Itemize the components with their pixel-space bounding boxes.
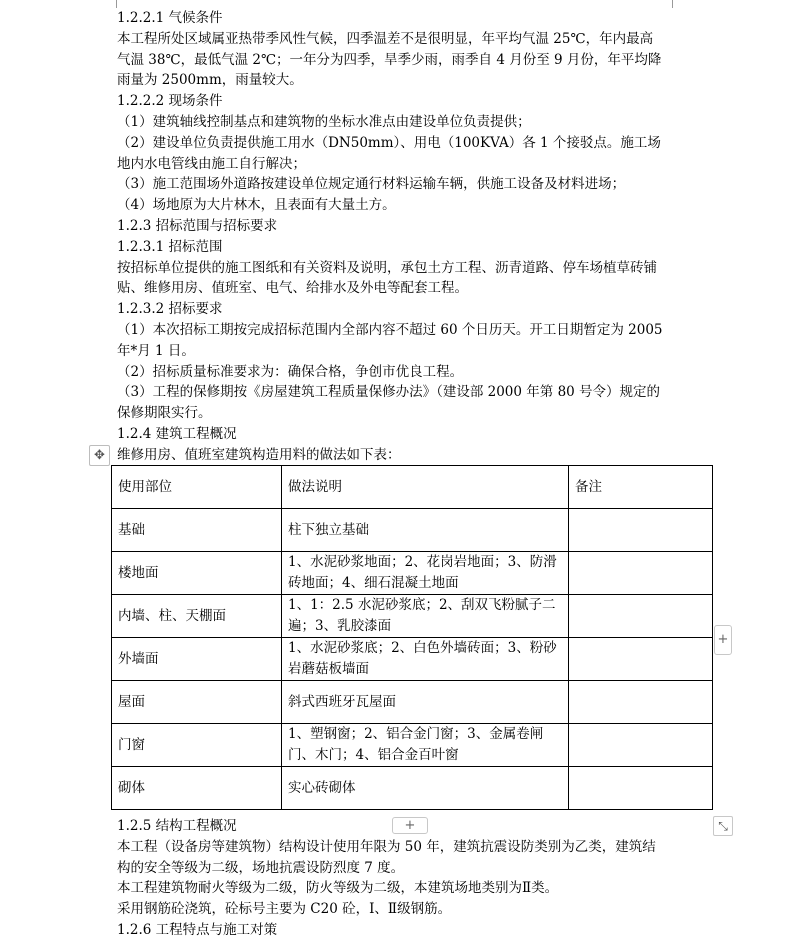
heading-climate: 1.2.2.1 气候条件 (117, 10, 223, 26)
table-header-row (112, 466, 713, 509)
table-cell-part[interactable]: 外墙面 (112, 638, 282, 681)
table-cell-part[interactable]: 楼地面 (112, 552, 282, 595)
paragraph-line: 年*月 1 日。 (117, 342, 195, 359)
paragraph-line: 按招标单位提供的施工图纸和有关资料及说明，承包土方工程、沥青道路、停车场植草砖铺 (117, 259, 657, 276)
document-body-bottom (117, 816, 717, 941)
table-row (112, 595, 713, 638)
paragraph-line: 贴、维修用房、值班室、电气、给排水及外电等配套工程。 (117, 280, 468, 297)
table-cell-part[interactable]: 门窗 (112, 724, 282, 767)
paragraph-line: （3）施工范围场外道路按建设单位规定通行材料运输车辆，供施工设备及材料进场； (117, 176, 626, 193)
heading-building-overview: 1.2.4 建筑工程概况 (117, 425, 237, 442)
heading-site-conditions: 1.2.2.2 现场条件 (117, 93, 223, 110)
paragraph-line: 保修期限实行。 (117, 405, 212, 422)
paragraph-line: 本工程（设备房等建筑物）结构设计使用年限为 50 年，建筑抗震设防类别为乙类，建筑结 (117, 838, 656, 855)
heading-bid-scope: 1.2.3 招标范围与招标要求 (117, 217, 278, 234)
table-cell-method[interactable]: 斜式西班牙瓦屋面 (282, 681, 569, 724)
heading-structure-overview: 1.2.5 结构工程概况 (117, 818, 237, 834)
heading-bid-requirements: 1.2.3.2 招标要求 (117, 301, 223, 318)
document-body-top (117, 8, 717, 466)
paragraph-line: （4）场地原为大片林木，且表面有大量土方。 (117, 197, 396, 214)
table-row (112, 552, 713, 595)
construction-materials-table[interactable] (111, 465, 713, 810)
paragraph-line: 地内水电管线由施工自行解决； (117, 155, 306, 172)
table-cell-note[interactable] (569, 681, 713, 724)
paragraph-line: （2）招标质量标准要求为：确保合格，争创市优良工程。 (117, 363, 464, 380)
paragraph-line: （3）工程的保修期按《房屋建筑工程质量保修办法》（建设部 2000 年第 80 号令）规定的 (117, 384, 661, 401)
table-cell-method[interactable]: 实心砖砌体 (282, 767, 569, 810)
header-cell-part[interactable]: 使用部位 (112, 466, 282, 509)
table-row (112, 724, 713, 767)
table-cell-note[interactable] (569, 595, 713, 638)
add-row-plus-icon[interactable]: + (392, 817, 428, 834)
table-cell-method[interactable]: 1、塑钢窗；2、铝合金门窗；3、金属卷闸门、木门；4、铝合金百叶窗 (282, 724, 569, 767)
header-cell-note[interactable]: 备注 (569, 466, 713, 509)
margin-corner-right (672, 0, 697, 8)
paragraph-line: 采用钢筋砼浇筑，砼标号主要为 C20 砼，Ⅰ、Ⅱ级钢筋。 (117, 901, 452, 918)
table-intro: 维修用房、值班室建筑构造用料的做法如下表： (117, 446, 401, 463)
table-resize-handle-icon[interactable]: ⤡ (713, 816, 733, 836)
table-cell-note[interactable] (569, 509, 713, 552)
table-move-handle-icon[interactable]: ✥ (89, 445, 110, 466)
paragraph-line: 构的安全等级为二级，场地抗震设防烈度 7 度。 (117, 859, 405, 876)
table-cell-note[interactable] (569, 724, 713, 767)
add-column-plus-icon[interactable]: + (714, 625, 732, 655)
table-cell-note[interactable] (569, 767, 713, 810)
table-cell-part[interactable]: 砌体 (112, 767, 282, 810)
table-row (112, 638, 713, 681)
paragraph-line: 气温 38℃，最低气温 2℃；一年分为四季，旱季少雨，雨季自 4 月份至 9 月份，年平均降 (117, 51, 662, 68)
table-cell-note[interactable] (569, 638, 713, 681)
paragraph-line: 本工程建筑物耐火等级为二级，防火等级为二级，本建筑场地类别为Ⅱ类。 (117, 880, 559, 897)
table-cell-method[interactable]: 1、水泥砂浆地面；2、花岗岩地面；3、防滑砖地面；4、细石混凝土地面 (282, 552, 569, 595)
table-cell-method[interactable]: 1、1：2.5 水泥砂浆底；2、刮双飞粉腻子二遍；3、乳胶漆面 (282, 595, 569, 638)
table-cell-part[interactable]: 内墙、柱、天棚面 (112, 595, 282, 638)
table-row (112, 509, 713, 552)
table-cell-method[interactable]: 1、水泥砂浆底；2、白色外墙砖面；3、粉砂岩蘑菇板墙面 (282, 638, 569, 681)
table-cell-part[interactable]: 基础 (112, 509, 282, 552)
table-cell-note[interactable] (569, 552, 713, 595)
paragraph-line: （1）本次招标工期按完成招标范围内全部内容不超过 60 个日历天。开工日期暂定为 2005 (117, 321, 663, 338)
paragraph-line: （1）建筑轴线控制基点和建筑物的坐标水准点由建设单位负责提供； (117, 113, 531, 130)
header-cell-method[interactable]: 做法说明 (282, 466, 569, 509)
paragraph-line: 雨量为 2500mm，雨量较大。 (117, 72, 303, 89)
heading-features-countermeasures: 1.2.6 工程特点与施工对策 (117, 921, 278, 938)
table-row (112, 767, 713, 810)
table-cell-part[interactable]: 屋面 (112, 681, 282, 724)
paragraph-line: 本工程所处区域属亚热带季风性气候，四季温差不是很明显，年平均气温 25℃，年内最高 (117, 30, 654, 47)
margin-corner-left (108, 0, 117, 8)
paragraph-line: （2）建设单位负责提供施工用水（DN50mm）、用电（100KVA）各 1 个接驳点。施工场 (117, 134, 661, 151)
table-cell-method[interactable]: 柱下独立基础 (282, 509, 569, 552)
heading-bid-range: 1.2.3.1 招标范围 (117, 238, 223, 255)
table-row (112, 681, 713, 724)
